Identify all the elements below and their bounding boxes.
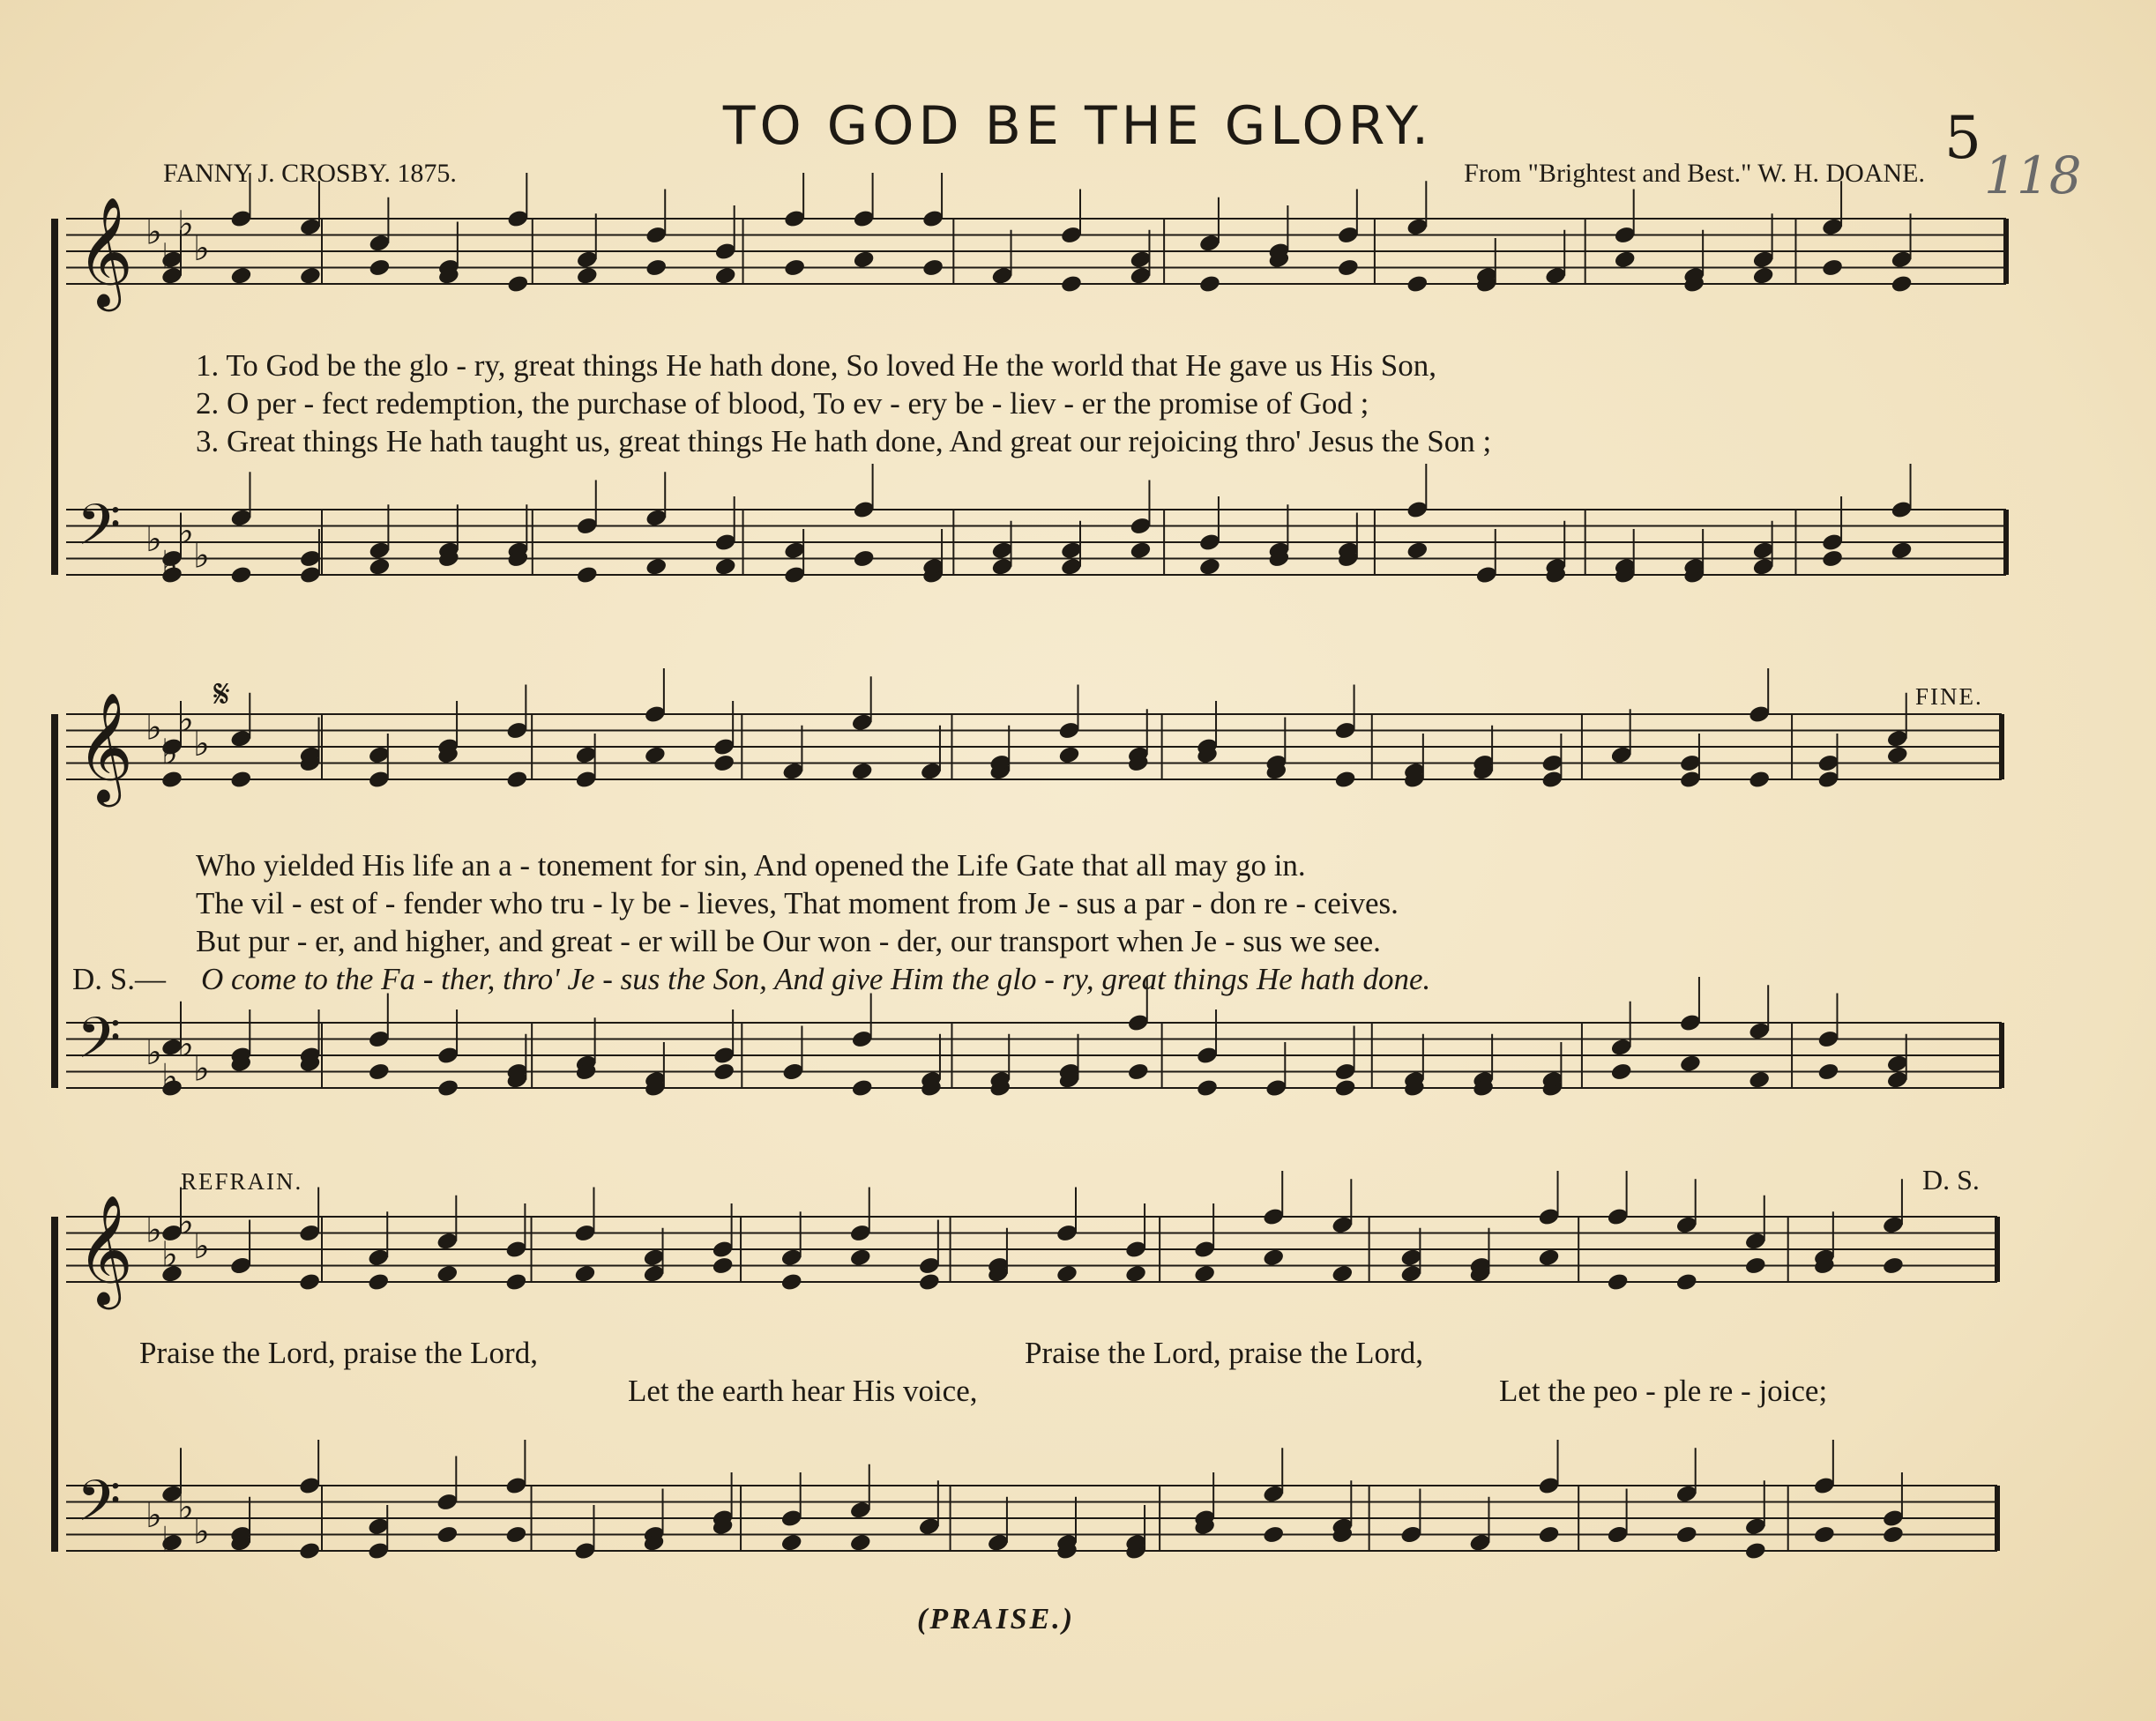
page-number: 5 (1944, 104, 1981, 172)
note-head (436, 1524, 459, 1545)
note-head (576, 565, 599, 585)
note-head (1196, 1078, 1219, 1099)
note-head (436, 1263, 459, 1284)
note-head (573, 1263, 596, 1284)
hymn-title: TO GOD BE THE GLORY. (722, 95, 1434, 157)
note-head (1198, 556, 1221, 577)
note-head (505, 770, 528, 790)
verse-line-2: 2. O per - fect redemption, the purchase of blood, To ev - ery be - liev - er the promise of God ; (196, 386, 1369, 421)
ds-end-marking: D. S. (1922, 1164, 1980, 1196)
note-head (714, 265, 737, 286)
note-head (853, 250, 876, 270)
note-head (1337, 257, 1360, 278)
flat-icon: ♭ (177, 510, 194, 552)
note-head (506, 274, 529, 294)
flat-icon: ♭ (161, 1056, 178, 1098)
flat-icon: ♭ (145, 1210, 162, 1251)
note-head (1610, 1062, 1633, 1082)
note-head (229, 565, 252, 585)
note-head (1821, 548, 1844, 569)
note-head (712, 1062, 735, 1082)
bass-clef-icon: 𝄢 (77, 493, 122, 572)
flat-icon: ♭ (177, 204, 194, 245)
handwritten-number: 118 (1984, 145, 2082, 205)
note-head (780, 1272, 803, 1293)
flat-icon: ♭ (145, 707, 162, 749)
note-head (229, 770, 252, 790)
flat-icon: ♭ (161, 1519, 178, 1561)
flat-icon: ♭ (193, 535, 210, 577)
verse-line-1: 1. To God be the glo - ry, great things He hath done, So loved He the world that He gave us His Son, (196, 348, 1437, 383)
note-head (1679, 1054, 1702, 1074)
note-head (1817, 1062, 1839, 1082)
flat-icon: ♭ (193, 1226, 210, 1267)
flat-icon: ♭ (177, 1024, 194, 1065)
bass-clef-icon: 𝄢 (77, 1006, 122, 1085)
note-head (368, 556, 391, 577)
note-head (1614, 250, 1637, 270)
verse-line-6: But pur - er, and higher, and great - er will be Our won - der, our transport when Je - sus we see. (196, 924, 1381, 958)
note-head (1406, 540, 1429, 561)
note-head (921, 257, 944, 278)
note-head (1748, 1069, 1771, 1090)
note-head (368, 257, 391, 278)
refrain-line-1a: Praise the Lord, praise the Lord, (139, 1336, 538, 1370)
note-head (298, 1541, 321, 1561)
refrain-line-2a: Let the earth hear His voice, (628, 1374, 978, 1408)
note-head (849, 1532, 872, 1553)
flat-icon: ♭ (145, 1032, 162, 1073)
verse-line-4: Who yielded His life an a - tonement for sin, And opened the Life Gate that all may go in. (196, 848, 1306, 883)
note-head (1890, 274, 1913, 294)
note-head (1331, 1263, 1354, 1284)
note-head (1124, 1263, 1147, 1284)
note-head (849, 1248, 872, 1268)
note-head (229, 265, 252, 286)
note-head (1752, 265, 1775, 286)
note-head (504, 1272, 527, 1293)
flat-icon: ♭ (145, 1495, 162, 1536)
note-head (1262, 1524, 1285, 1545)
note-head (1813, 1524, 1836, 1545)
tune-name: (PRAISE.) (917, 1603, 1076, 1635)
flat-icon: ♭ (193, 1511, 210, 1553)
note-head (783, 257, 806, 278)
note-head (1882, 1524, 1905, 1545)
flat-icon: ♭ (161, 236, 178, 278)
note-head (298, 1272, 321, 1293)
note-head (645, 556, 668, 577)
note-head (1334, 770, 1357, 790)
note-head (1537, 1248, 1560, 1268)
note-head (1537, 1524, 1560, 1545)
note-head (851, 1078, 874, 1099)
fine-marking: FINE. (1915, 683, 1983, 710)
note-head (918, 1272, 941, 1293)
note-head (1198, 274, 1221, 294)
ds-label: D. S.— (72, 962, 166, 996)
note-head (1060, 274, 1083, 294)
note-head (1057, 745, 1080, 765)
note-head (851, 761, 874, 781)
flat-icon: ♭ (193, 724, 210, 764)
flat-icon: ♭ (145, 212, 162, 253)
note-head (1744, 1255, 1767, 1276)
ds-lyric-line: O come to the Fa - ther, thro' Je - sus the Son, And give Him the glo - ry, great things He hath done. (201, 962, 1431, 996)
note-head (853, 548, 876, 569)
note-head (644, 745, 667, 765)
author-credit: FANNY J. CROSBY. 1875. (163, 159, 457, 188)
flat-icon: ♭ (177, 699, 194, 741)
treble-clef-icon: 𝄞 (77, 1195, 133, 1305)
verse-line-3: 3. Great things He hath taught us, great things He hath done, And great our rejoicing thro' Jesus the Son ; (196, 424, 1492, 458)
note-head (1886, 745, 1909, 765)
note-head (576, 265, 599, 286)
note-head (1748, 770, 1771, 790)
flat-icon: ♭ (161, 543, 178, 585)
note-head (1675, 1524, 1698, 1545)
note-head (712, 753, 735, 773)
flat-icon: ♭ (177, 1202, 194, 1243)
flat-icon: ♭ (145, 519, 162, 560)
note-head (368, 1062, 391, 1082)
note-head (645, 257, 668, 278)
note-head (367, 1272, 390, 1293)
flat-icon: ♭ (193, 1048, 210, 1090)
note-head (1406, 274, 1429, 294)
note-head (780, 1532, 803, 1553)
bass-clef-icon: 𝄢 (77, 1469, 122, 1548)
note-head (1675, 1272, 1698, 1293)
note-head (1056, 1263, 1078, 1284)
treble-clef-icon: 𝄞 (77, 197, 133, 307)
note-head (1607, 1272, 1630, 1293)
note-head (1129, 540, 1152, 561)
note-head (1821, 257, 1844, 278)
note-head (714, 556, 737, 577)
composer-credit: From "Brightest and Best." W. H. DOANE. (1464, 159, 1925, 188)
note-head (712, 1255, 735, 1276)
refrain-line-1b: Praise the Lord, praise the Lord, (1025, 1336, 1423, 1370)
verse-line-5: The vil - est of - fender who tru - ly be - lieves, That moment from Je - sus a par - don re - ceives. (196, 886, 1399, 920)
flat-icon: ♭ (161, 1234, 178, 1276)
note-head (299, 265, 322, 286)
note-head (1890, 540, 1913, 561)
note-head (1127, 1062, 1150, 1082)
note-head (504, 1524, 527, 1545)
flat-icon: ♭ (193, 228, 210, 269)
note-head (436, 1078, 459, 1099)
note-head (1262, 1248, 1285, 1268)
segno-sign: 𝄋 (213, 673, 230, 716)
flat-icon: ♭ (177, 1486, 194, 1528)
note-head (1334, 1078, 1357, 1099)
flat-icon: ♭ (161, 732, 178, 773)
note-head (1882, 1255, 1905, 1276)
refrain-label: REFRAIN. (181, 1168, 303, 1195)
treble-clef-icon: 𝄞 (77, 692, 133, 802)
note-head (1193, 1263, 1216, 1284)
refrain-line-2b: Let the peo - ple re - joice; (1499, 1374, 1828, 1408)
note-head (1744, 1541, 1767, 1561)
